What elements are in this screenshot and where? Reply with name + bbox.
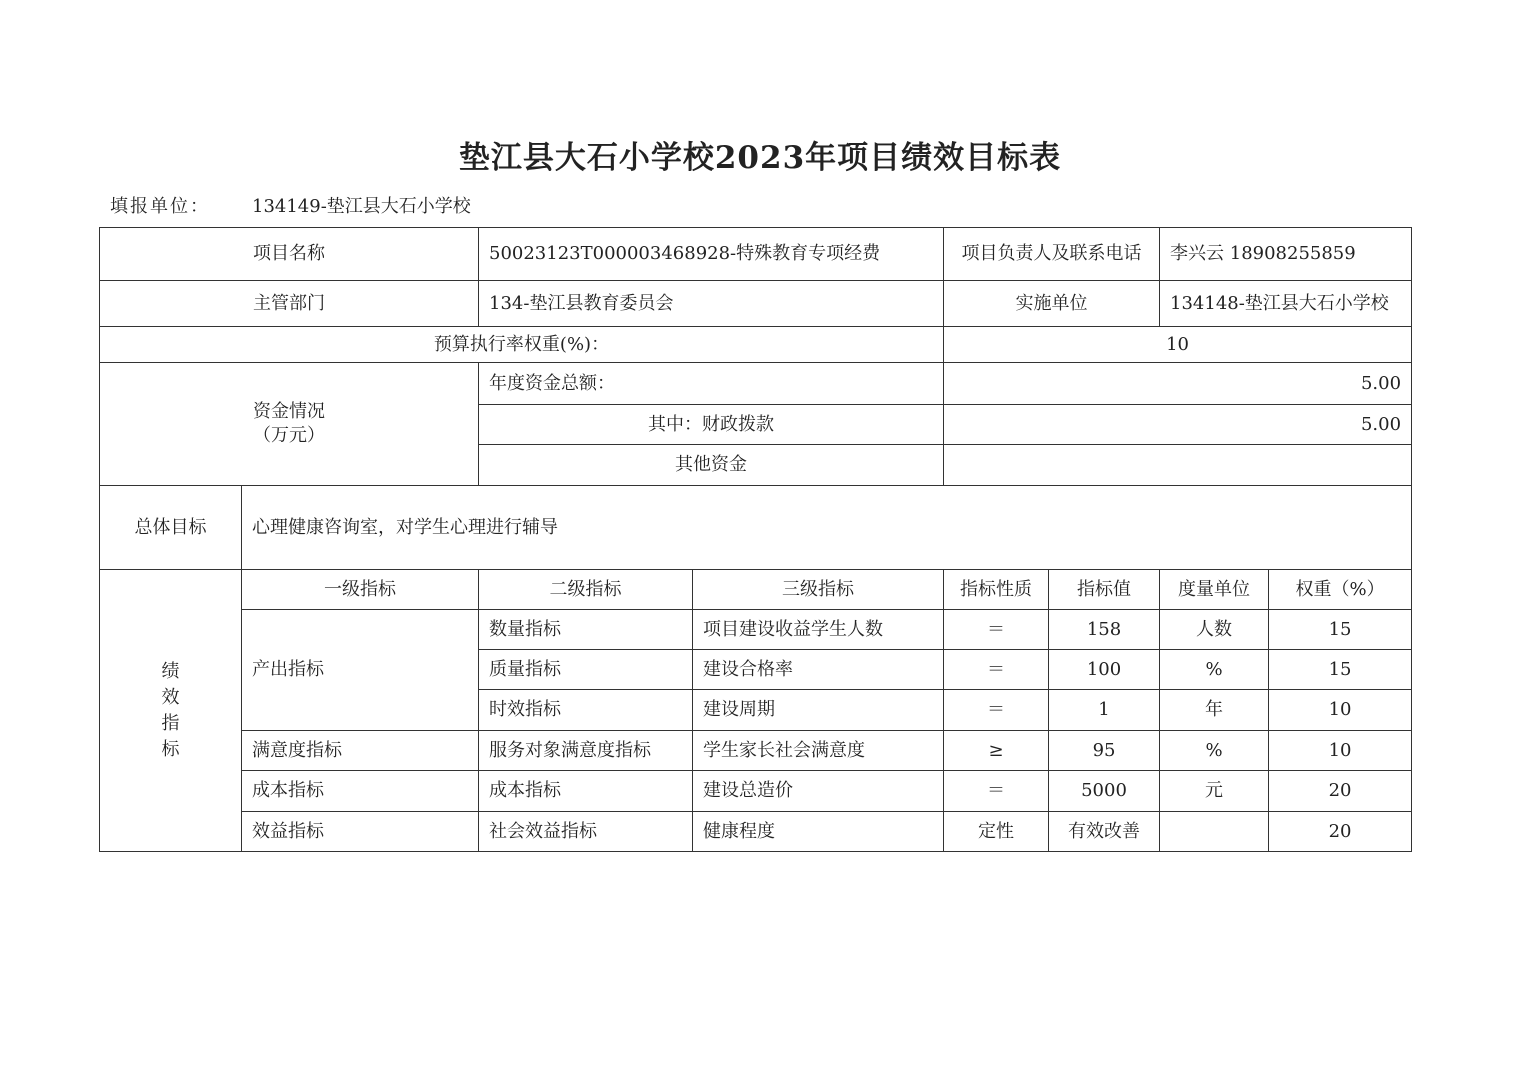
budget-weight-value: 10 [944,327,1412,363]
project-manager-label: 项目负责人及联系电话 [944,228,1160,281]
header-level2: 二级指标 [479,570,693,610]
indicator-value: 5000 [1049,771,1160,812]
table-row [100,812,1412,852]
indicator-level3: 建设合格率 [693,650,944,690]
filing-unit [110,192,471,218]
table-row [100,610,1412,650]
indicator-unit [1160,812,1269,852]
performance-target-table [99,227,1412,852]
budget-weight-label: 预算执行率权重(%)： [100,327,944,363]
indicator-unit: 元 [1160,771,1269,812]
other-funds-value [944,445,1412,486]
funds-label-line2: （万元） [253,425,325,446]
header-level3: 三级指标 [693,570,944,610]
indicator-weight: 15 [1269,610,1412,650]
filing-unit-label: 填报单位： [110,196,210,217]
output-indicator-label: 产出指标 [242,610,479,731]
indicator-level1: 成本指标 [242,771,479,812]
fiscal-funds-value: 5.00 [944,405,1412,445]
indicator-level1: 效益指标 [242,812,479,852]
table-row [100,771,1412,812]
indicator-weight: 10 [1269,690,1412,731]
indicator-value: 1 [1049,690,1160,731]
indicator-value: 100 [1049,650,1160,690]
project-manager-value: 李兴云 18908255859 [1160,228,1412,281]
indicator-nature: ＝ [944,690,1049,731]
indicator-unit: % [1160,731,1269,771]
indicator-unit: % [1160,650,1269,690]
total-funds-value: 5.00 [944,363,1412,405]
header-value: 指标值 [1049,570,1160,610]
indicator-unit: 人数 [1160,610,1269,650]
indicator-level3: 建设总造价 [693,771,944,812]
indicators-section-text: 绩效指标 [161,660,180,760]
department-label: 主管部门 [100,281,479,327]
header-level1: 一级指标 [242,570,479,610]
indicator-level2: 成本指标 [479,771,693,812]
header-nature: 指标性质 [944,570,1049,610]
indicators-section-label [100,570,242,852]
indicator-weight: 20 [1269,812,1412,852]
indicator-level3: 建设周期 [693,690,944,731]
table-row [100,731,1412,771]
indicator-level3: 学生家长社会满意度 [693,731,944,771]
indicator-weight: 15 [1269,650,1412,690]
indicator-unit: 年 [1160,690,1269,731]
page-title: 垫江县大石小学校2023年项目绩效目标表 [458,140,1062,176]
indicator-level2: 质量指标 [479,650,693,690]
indicator-nature: ＝ [944,771,1049,812]
indicator-level2: 数量指标 [479,610,693,650]
header-weight: 权重（%） [1269,570,1412,610]
indicator-nature: ＝ [944,610,1049,650]
funds-label-line1: 资金情况 [253,401,325,422]
fiscal-funds-label: 其中：财政拨款 [479,405,944,445]
indicator-value: 有效改善 [1049,812,1160,852]
indicator-level2: 服务对象满意度指标 [479,731,693,771]
department-value: 134-垫江县教育委员会 [479,281,944,327]
other-funds-label: 其他资金 [479,445,944,486]
indicator-nature: ＝ [944,650,1049,690]
indicator-value: 95 [1049,731,1160,771]
overall-goal-value: 心理健康咨询室，对学生心理进行辅导 [242,486,1412,570]
indicator-level2: 社会效益指标 [479,812,693,852]
indicator-weight: 10 [1269,731,1412,771]
indicator-nature: 定性 [944,812,1049,852]
header-unit: 度量单位 [1160,570,1269,610]
overall-goal-label: 总体目标 [100,486,242,570]
indicator-weight: 20 [1269,771,1412,812]
filing-unit-value: 134149-垫江县大石小学校 [252,196,471,217]
project-name-label: 项目名称 [100,228,479,281]
project-name-value: 50023123T000003468928-特殊教育专项经费 [479,228,944,281]
indicator-nature: ≥ [944,731,1049,771]
implementing-unit-label: 实施单位 [944,281,1160,327]
indicator-value: 158 [1049,610,1160,650]
indicator-level2: 时效指标 [479,690,693,731]
implementing-unit-value: 134148-垫江县大石小学校 [1160,281,1412,327]
funds-label [100,363,479,486]
indicator-level3: 项目建设收益学生人数 [693,610,944,650]
total-funds-label: 年度资金总额： [479,363,944,405]
indicator-level1: 满意度指标 [242,731,479,771]
indicator-level3: 健康程度 [693,812,944,852]
